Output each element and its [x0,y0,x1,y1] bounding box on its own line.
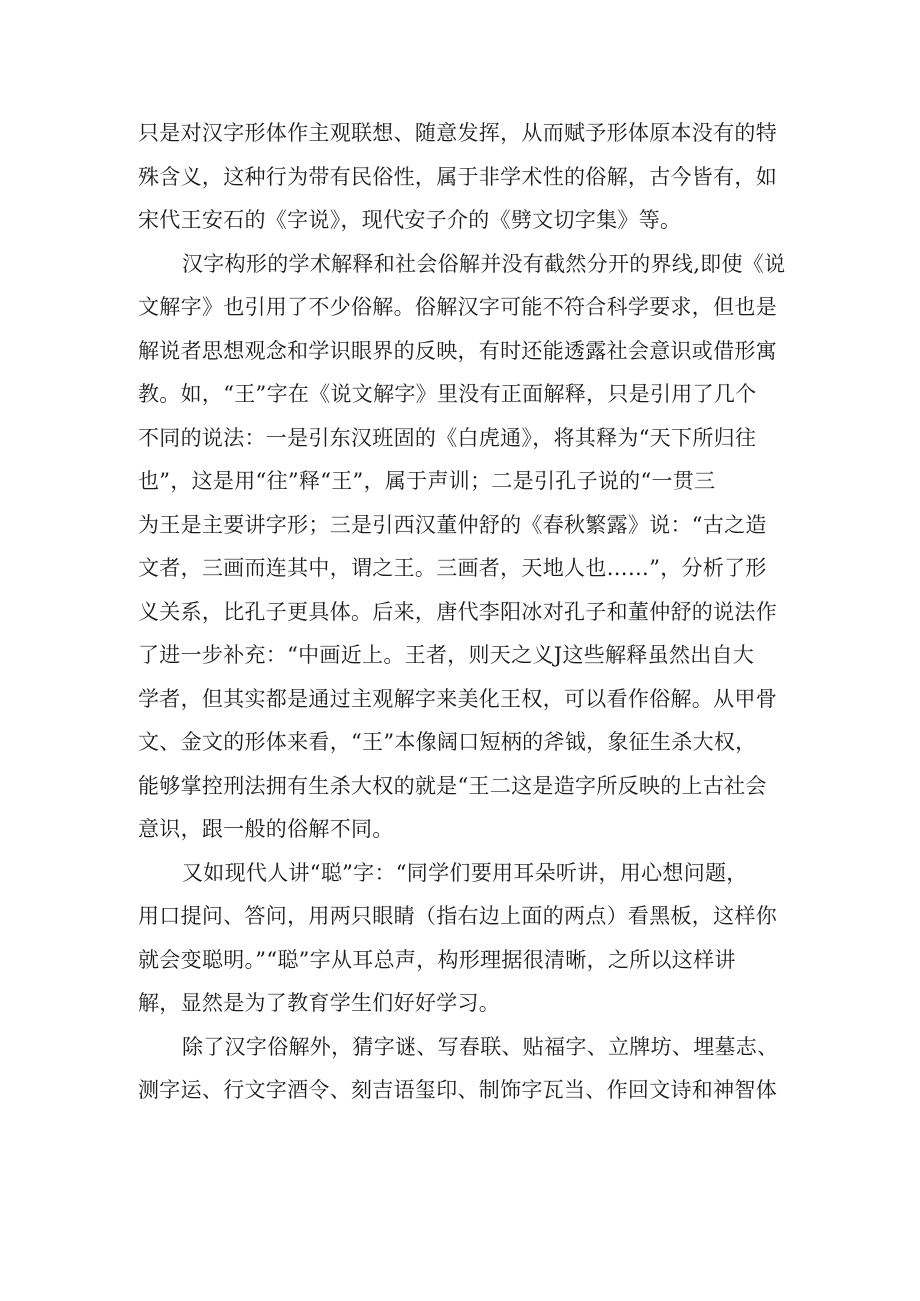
text-line: 宋代王安石的《字说》，现代安子介的《劈文切字集》等。 [138,208,682,232]
text-line: 意识，跟一般的俗解不同。 [138,817,394,841]
paragraph-4 [138,1026,798,1113]
text-line: 能够掌控刑法拥有生杀大权的就是“王二这是造字所反映的上古社会 [138,773,767,798]
text-line: 文、金文的形体来看，“王”本像阔口短柄的斧钺，象征生杀大权， [138,730,757,754]
paragraph-2 [138,243,798,852]
text-line: 义关系，比孔子更具体。后来，唐代李阳冰对孔子和董仲舒的说法作 [138,599,777,624]
text-line: 学者，但其实都是通过主观解字来美化王权，可以看作俗解。从甲骨 [138,686,777,711]
text-line: 了进一步补充：“中画近上。王者，则天之义J这些解释虽然出自大 [138,643,755,667]
text-line: 解，显然是为了教育学生们好好学习。 [138,991,501,1015]
text-line: 教。如，“王”字在《说文解字》里没有正面解释，只是引用了几个 [138,382,757,406]
text-line: 用口提问、答问，用两只眼睛（指右边上面的两点）看黑板，这样你 [138,904,777,928]
text-line: 解说者思想观念和学识眼界的反映，有时还能透露社会意识或借形寓 [138,338,777,363]
text-line: 不同的说法：一是引东汉班固的《白虎通》，将其释为“天下所归往 [138,425,757,450]
body-text [138,112,798,1113]
text-line: 测字运、行文字酒令、刻吉语玺印、制饰字瓦当、作回文诗和神智体 [138,1078,777,1102]
text-line: 就会变聪明。”“聪”字从耳总声，构形理据很清晰，之所以这样讲 [138,947,736,972]
text-line: 文者，三画而连其中，谓之王。三画者，天地人也……”，分析了形 [138,556,767,580]
text-line: 文解字》也引用了不少俗解。俗解汉字可能不符合科学要求，但也是 [138,295,777,319]
text-line: 殊含义，这种行为带有民俗性，属于非学术性的俗解，古今皆有，如 [138,164,777,189]
text-line: 又如现代人讲“聪”字：“同学们要用耳朵听讲，用心想问题， [182,860,748,885]
text-line: 汉字构形的学术解释和社会俗解并没有截然分开的界线,即使《说 [182,251,786,276]
paragraph-1 [138,112,798,243]
text-line: 只是对汉字形体作主观联想、随意发挥，从而赋予形体原本没有的特 [138,121,777,145]
text-line: 为王是主要讲字形；三是引西汉董仲舒的《春秋繁露》说：“古之造 [138,512,767,537]
text-line: 也”，这是用“往”释“王”，属于声训；二是引孔子说的“一贯三 [138,469,716,493]
paragraph-3 [138,852,798,1026]
text-line: 除了汉字俗解外，猜字谜、写春联、贴福字、立牌坊、埋墓志、 [182,1034,779,1059]
